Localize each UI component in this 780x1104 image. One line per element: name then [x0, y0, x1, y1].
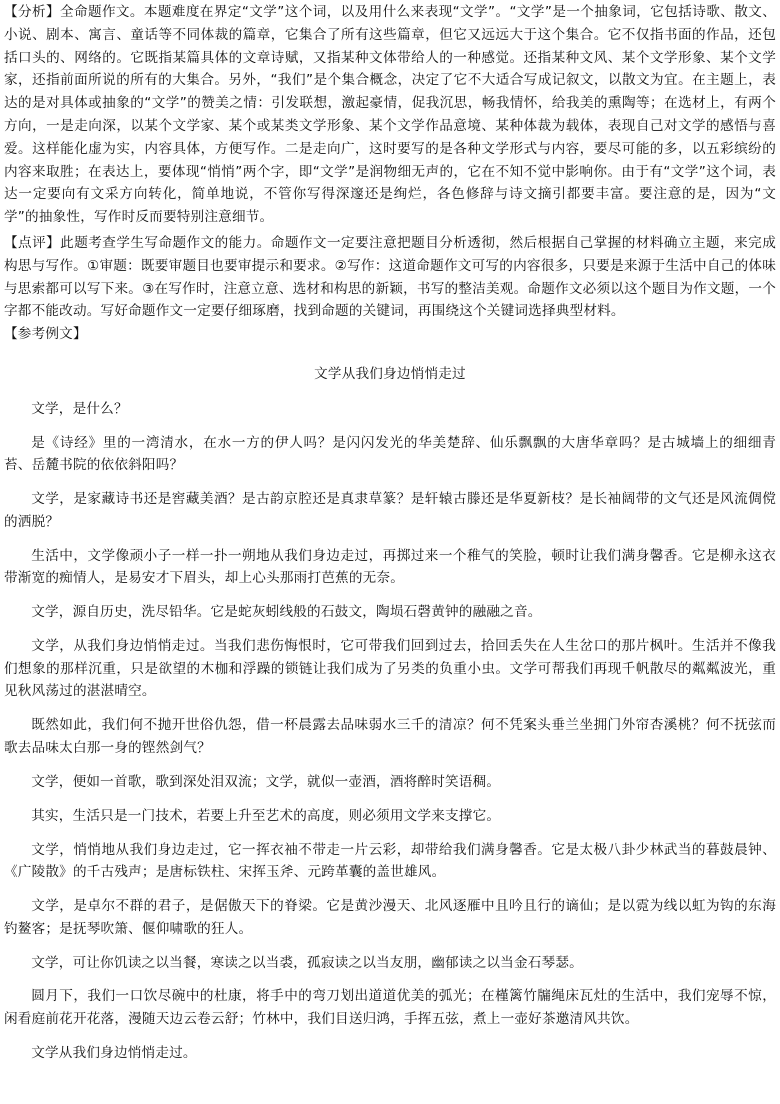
essay-title: 文学从我们身边悄悄走过: [314, 365, 466, 382]
comment-section: 【点评】此题考查学生写命题作文的能力。命题作文一定要注意把题目分析透彻，然后根据自己掌握的材料确立主题，来完成构思与写作。①审题：既要审题目也要审提示和要求。②写作：这道命题作文可写的内容很多，只要是来源于生活中自己的体味与思索都可以写下来。③在写作时，注意立意、选材和构思的新颖，书写的整洁美观。命题作文必须以这个题目为作文题，一个字都不能改动。写好命题作文一定要仔细琢磨，找到命题的关键词，再围绕这个关键词选择典型材料。: [4, 234, 776, 320]
reference-essay-label: 【参考例文】: [4, 326, 87, 343]
essay-paragraph: 生活中，文学像顽小子一样一扑一朔地从我们身边走过，再掷过来一个稚气的笑脸，顿时让我们满身馨香。它是柳永这衣带渐宽的痴情人，是易安才下眉头，却上心头那雨打芭蕉的无奈。: [4, 547, 776, 587]
essay-paragraph: 文学，是家藏诗书还是窖藏美酒？是古韵京腔还是真隶草篆？是轩辕古滕还是华夏新枝？是长袖阔带的文气还是风流倜傥的洒脱？: [4, 491, 776, 530]
essay-paragraph: 文学从我们身边悄悄走过。: [31, 1044, 197, 1061]
essay-paragraph: 文学，便如一首歌，歌到深处泪双流；文学，就似一壶酒，酒将醉时笑语稠。: [31, 773, 501, 790]
essay-paragraph: 文学，是什么？: [31, 400, 128, 417]
essay-paragraph: 文学，是卓尔不群的君子，是倨傲天下的脊梁。它是黄沙漫天、北风逐雁中且吟且行的谪仙；是以霓为线以虹为钩的东海钓鳌客；是抚琴吹箫、偃仰啸歌的狂人。: [4, 898, 776, 937]
essay-paragraph: 是《诗经》里的一湾清水，在水一方的伊人吗？是闪闪发光的华美楚辞、仙乐飘飘的大唐华章吗？是古城墙上的细细青苔、岳麓书院的依依斜阳吗？: [4, 434, 776, 474]
essay-paragraph: 文学，悄悄地从我们身边走过，它一挥衣袖不带走一片云彩，却带给我们满身馨香。它是太极八卦少林武当的暮鼓晨钟、《广陵散》的千古残声；是唐标铁柱、宋挥玉斧、元跨革囊的盖世雄风。: [4, 841, 776, 881]
essay-paragraph: 文学，从我们身边悄悄走过。当我们悲伤悔恨时，它可带我们回到过去，拾回丢失在人生岔口的那片枫叶。生活并不像我们想象的那样沉重，只是欲望的木枷和浮躁的锁链让我们成为了另类的负重小虫。文学可帮我们再现千帆散尽的粼粼波光，重见秋风荡过的湛湛晴空。: [4, 638, 776, 700]
analysis-section: 【分析】全命题作文。本题难度在界定“文学”这个词，以及用什么来表现“文学”。“文学”是一个抽象词，它包括诗歌、散文、小说、剧本、寓言、童话等不同体裁的篇章，它集合了所有这些篇章，但它又远远大于这个集合。它不仅指书面的作品，还包括口头的、网络的。它既指某篇具体的文章诗赋，又指某种文体带给人的一种感觉。还指某种文风、某个文学形象、某个文学家，还指前面所说的所有的大集合。另外，“我们”是个集合概念，决定了它不大适合写成记叙文，以散文为宜。在主题上，表达的是对具体或抽象的“文学”的赞美之情：引发联想，激起豪情，促我沉思，畅我情怀，给我美的熏陶等；在选材上，有两个方向，一是走向深，以某个文学家、某个或某类文学形象、某个文学作品意境、某种体裁为载体，表现自己对文学的感悟与喜爱。这样能化虚为实，内容具体，方便写作。二是走向广，这时要写的是各种文学形式与内容，要尽可能的多，以五彩缤纷的内容来取胜；在表达上，要体现“悄悄”两个字，即“文学”是润物细无声的，它在不知不觉中影响你。由于有“文学”这个词，表达一定要向有文采方向转化，简单地说，不管你写得深邃还是绚烂，各色修辞与诗文摘引都要丰富。要注意的是，因为“文学”的抽象性，写作时反而要特别注意细节。: [4, 4, 776, 226]
essay-paragraph: 文学，源自历史，洗尽铅华。它是蛇灰蚓线般的石鼓文，陶埙石磬黄钟的融融之音。: [31, 604, 542, 621]
essay-body: [4, 398, 776, 1065]
essay-paragraph: 既然如此，我们何不抛开世俗仇怨，借一杯晨露去品味弱水三千的清凉？何不凭案头垂兰坐拥门外帘杏溪桃？何不抚弦而歌去品味太白那一身的铿然剑气？: [4, 717, 776, 756]
essay-paragraph: 圆月下，我们一口饮尽碗中的杜康，将手中的弯刀划出道道优美的弧光；在槿篱竹牖绳床瓦灶的生活中，我们宠辱不惊，闲看庭前花开花落，漫随天边云卷云舒；竹林中，我们目送归鸿，手挥五弦，煮上一壶好茶邀清风共饮。: [4, 988, 776, 1027]
essay-paragraph: 文学，可让你饥读之以当餐，寒读之以当裘，孤寂读之以当友朋，幽郁读之以当金石琴瑟。: [31, 954, 583, 971]
essay-paragraph: 其实，生活只是一门技术，若要上升至艺术的高度，则必须用文学来支撑它。: [31, 807, 501, 824]
